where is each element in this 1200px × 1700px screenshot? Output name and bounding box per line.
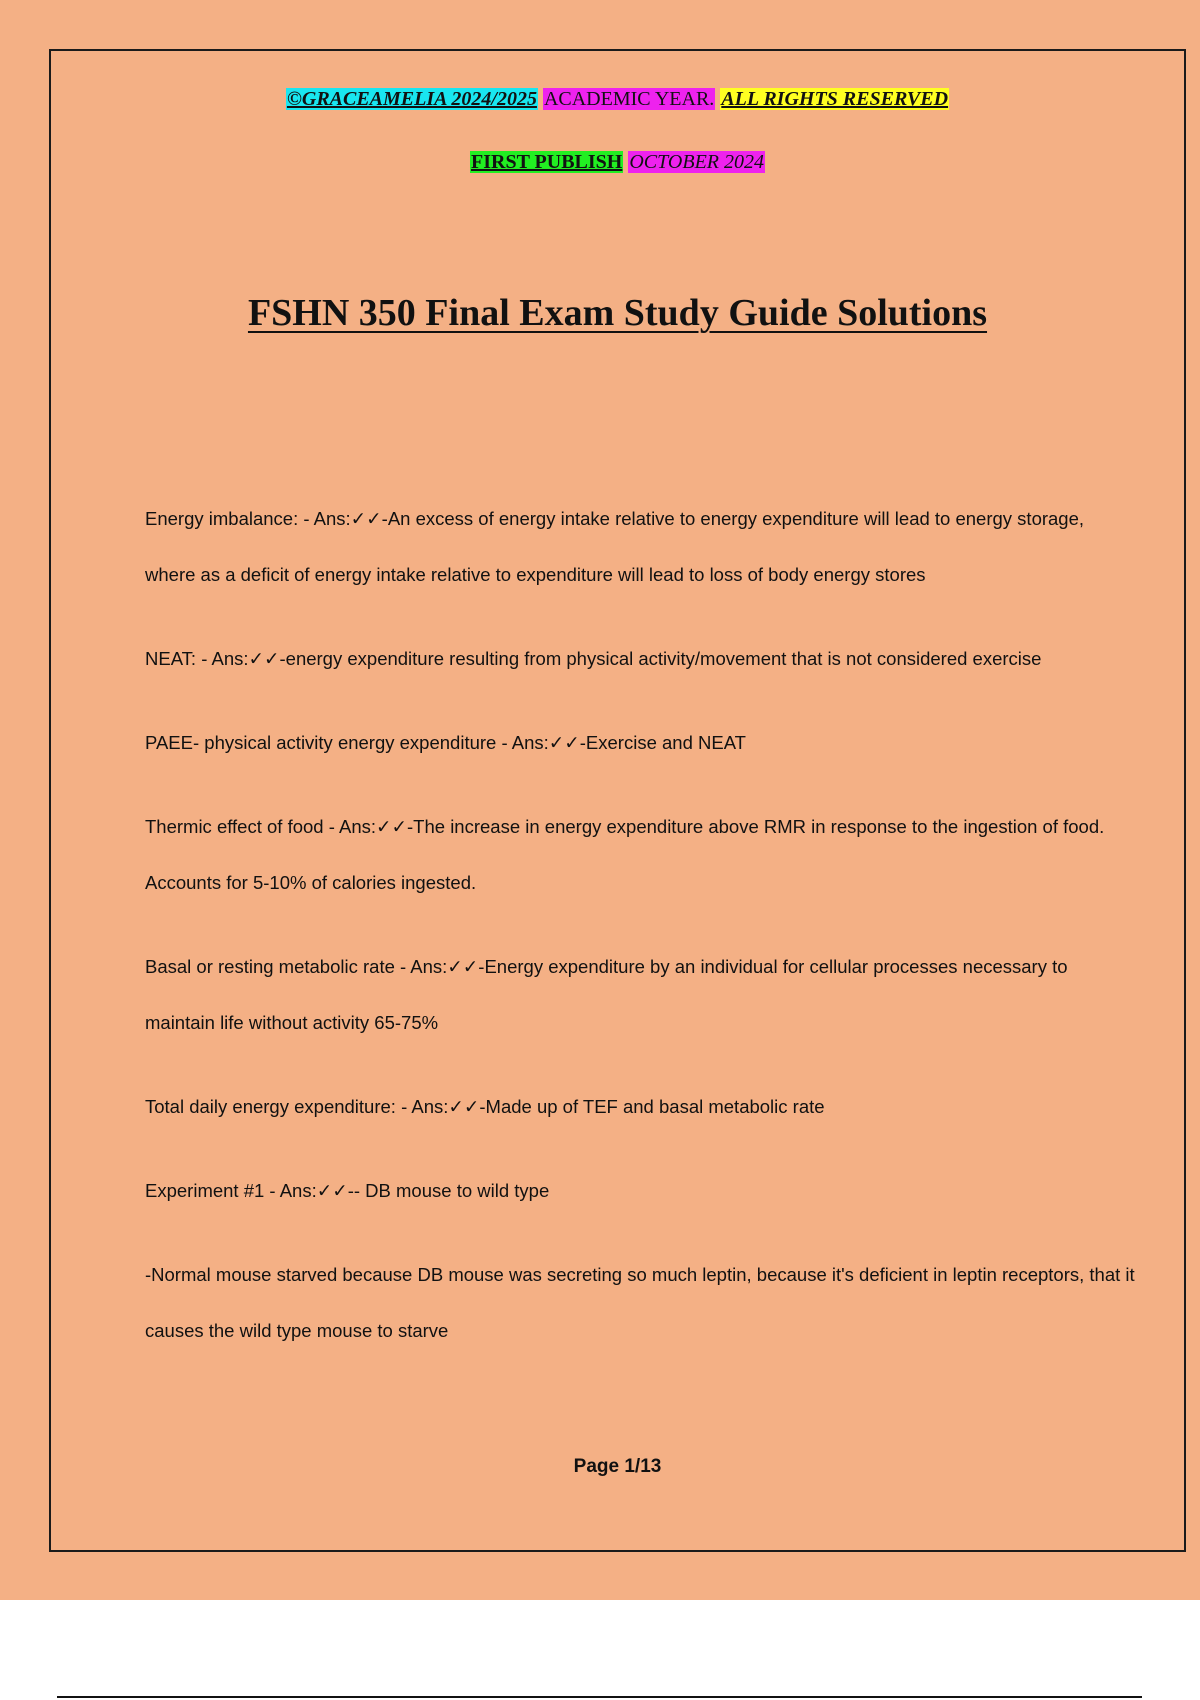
copyright-text: ©GRACEAMELIA 2024/2025	[286, 88, 537, 110]
first-publish-text: FIRST PUBLISH	[471, 151, 623, 173]
next-page-rule	[57, 1696, 1142, 1698]
qa-item-neat: NEAT: - Ans:✓✓-energy expenditure resulting from physical activity/movement that is not considered exercise	[145, 648, 1042, 669]
copyright-header	[51, 87, 1184, 111]
qa-list	[145, 491, 1135, 1387]
academic-year-text: ACADEMIC YEAR.	[543, 88, 715, 110]
qa-item-experiment-1: Experiment #1 - Ans:✓✓-- DB mouse to wild type	[145, 1180, 550, 1201]
publish-date-text: OCTOBER 2024	[629, 151, 764, 173]
qa-item-thermic-effect: Thermic effect of food - Ans:✓✓-The increase in energy expenditure above RMR in response to the ingestion of food. Accounts for 5-10% of calories ingested.	[145, 816, 1105, 893]
qa-item-energy-imbalance: Energy imbalance: - Ans:✓✓-An excess of energy intake relative to energy expenditure will lead to energy storage, where as a deficit of energy intake relative to expenditure will lead to loss of body energy stores	[145, 508, 1085, 585]
qa-item-experiment-1-detail: -Normal mouse starved because DB mouse was secreting so much leptin, because it's deficient in leptin receptors, that it causes the wild type mouse to starve	[145, 1264, 1135, 1341]
qa-item-basal-metabolic-rate: Basal or resting metabolic rate - Ans:✓✓-Energy expenditure by an individual for cellular processes necessary to maintain life without activity 65-75%	[145, 956, 1068, 1033]
publish-header	[51, 150, 1184, 174]
page-number: Page 1/13	[573, 1456, 662, 1477]
qa-item-total-daily-energy: Total daily energy expenditure: - Ans:✓✓-Made up of TEF and basal metabolic rate	[145, 1096, 825, 1117]
document-title: FSHN 350 Final Exam Study Guide Solutions	[247, 292, 988, 334]
rights-text: ALL RIGHTS RESERVED	[721, 88, 949, 110]
page-frame	[49, 49, 1186, 1552]
qa-item-paee: PAEE- physical activity energy expenditure - Ans:✓✓-Exercise and NEAT	[145, 732, 746, 753]
